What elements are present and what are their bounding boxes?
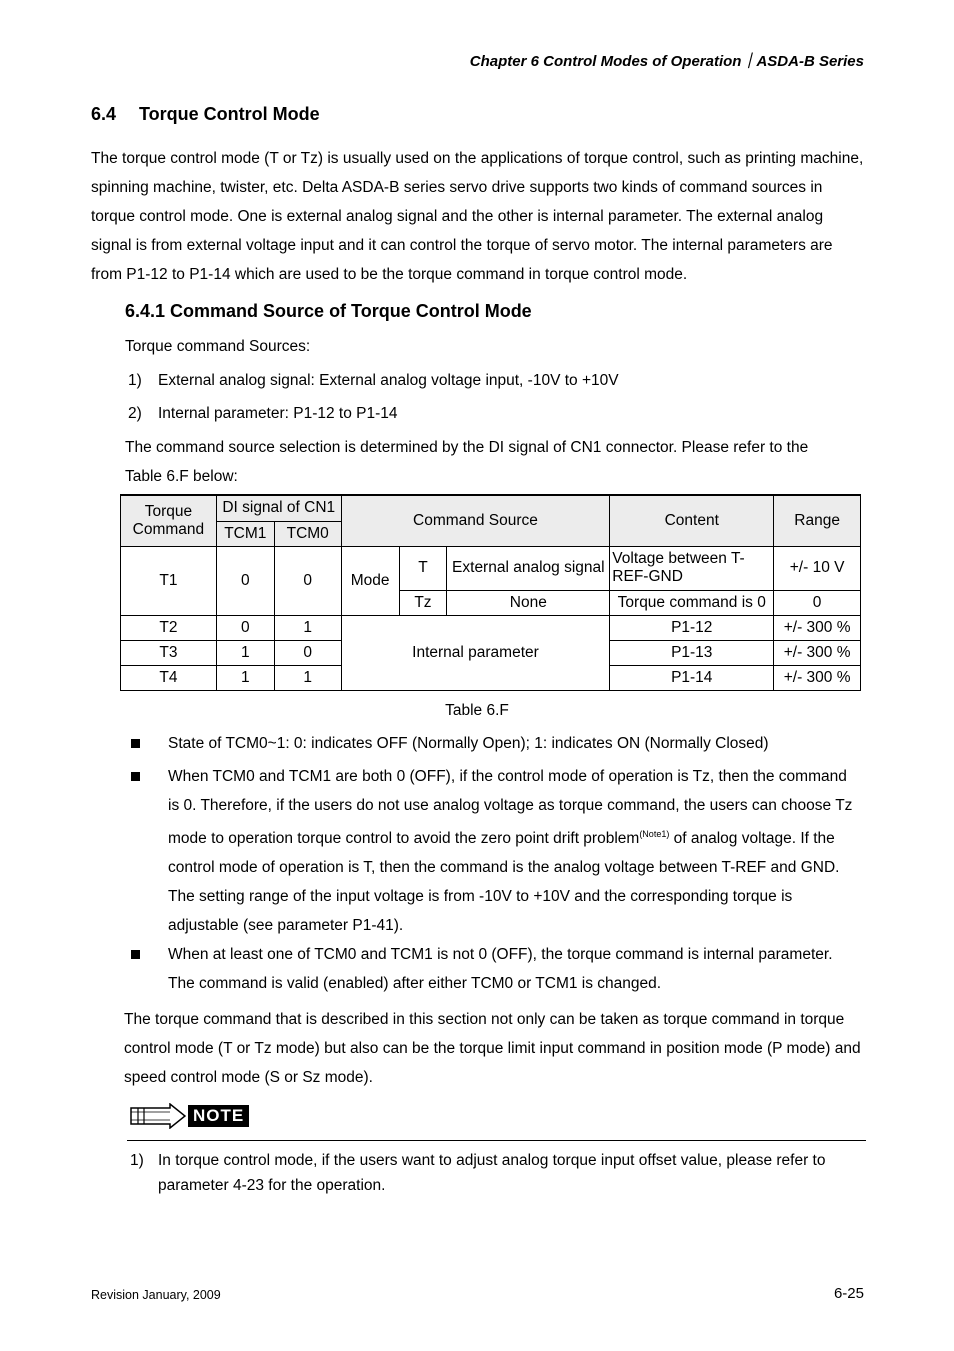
sources-label: Torque command Sources: (125, 338, 311, 355)
cell-mode-t: T (399, 546, 447, 590)
selection-text-line2: Table 6.F below: (125, 468, 238, 485)
source-item-text: Internal parameter: P1-12 to P1-14 (158, 405, 398, 422)
bullet-text-part: of analog voltage. If the control mode of operation is T, then the command is the analog voltage between T-REF and GND. The setting range of the input voltage is from -10V to +10V and the corresponding torque is adjustable (see parameter P1-41). (168, 830, 840, 935)
header-tcm0: TCM0 (274, 521, 341, 546)
bullet-text: When at least one of TCM0 and TCM1 is not 0 (OFF), the torque command is internal parameter. The command is valid (enabled) after either TCM0 or TCM1 is changed. (168, 946, 833, 992)
header-content: Content (610, 495, 774, 546)
header-tcm1: TCM1 (216, 521, 274, 546)
bullet-square-icon (131, 739, 140, 748)
cell-t3-range: +/- 300 % (774, 640, 861, 665)
bullet-square-icon (131, 772, 140, 781)
cell-t4-tcm0: 1 (274, 665, 341, 690)
cell-t4: T4 (121, 665, 217, 690)
running-header: Chapter 6 Control Modes of Operation｜ASDA-B Series (469, 53, 864, 70)
bullet-text (168, 762, 858, 940)
table-caption: Table 6.F (445, 702, 509, 719)
cell-t3: T3 (121, 640, 217, 665)
header-command-source: Command Source (341, 495, 610, 546)
cell-t1-tcm1: 0 (216, 546, 274, 615)
cell-src-analog: External analog signal (447, 546, 610, 590)
note-divider (127, 1140, 866, 1141)
note-item-text: In torque control mode, if the users want to adjust analog torque input offset value, please refer to parameter 4-23 for the operation. (158, 1152, 826, 1194)
cell-t2-tcm1: 0 (216, 615, 274, 640)
closing-paragraph: The torque command that is described in this section not only can be taken as torque command in torque control mode (T or Tz mode) but also can be the torque limit input command in position mode (P mode) and speed control mode (S or Sz mode). (124, 1011, 861, 1086)
cell-t4-tcm1: 1 (216, 665, 274, 690)
source-item (128, 372, 619, 390)
section-title: Torque Control Mode (139, 104, 320, 124)
cell-t2-range: +/- 300 % (774, 615, 861, 640)
header-torque-command: Torque Command (121, 495, 217, 546)
cell-range-zero: 0 (774, 590, 861, 615)
cell-t3-content: P1-13 (610, 640, 774, 665)
note-label: NOTE (188, 1105, 249, 1127)
footer-revision: Revision January, 2009 (91, 1288, 221, 1302)
cell-internal-parameter: Internal parameter (341, 615, 610, 690)
note-badge (130, 1103, 249, 1129)
cell-t2: T2 (121, 615, 217, 640)
bullet-text: State of TCM0~1: 0: indicates OFF (Normally Open); 1: indicates ON (Normally Closed) (168, 735, 769, 752)
note-arrow-icon (130, 1103, 186, 1129)
cell-content-zero: Torque command is 0 (610, 590, 774, 615)
source-item (128, 405, 398, 423)
section-number: 6.4 (91, 104, 117, 124)
selection-text-line1: The command source selection is determined by the DI signal of CN1 connector. Please refer to the (125, 439, 809, 456)
bullet-text-part: When TCM0 and TCM1 are both 0 (OFF), if the control mode of operation is Tz, then the command is 0. Therefore, if the users do not use analog voltage as torque command, the users can choose Tz mode to operation torque control to avoid the zero point drift problem (168, 768, 853, 848)
cell-t3-tcm0: 0 (274, 640, 341, 665)
cell-t4-content: P1-14 (610, 665, 774, 690)
subsection-heading: 6.4.1 Command Source of Torque Control Mode (125, 301, 532, 321)
bullet-square-icon (131, 950, 140, 959)
header-range: Range (774, 495, 861, 546)
cell-content-voltage: Voltage between T-REF-GND (610, 546, 774, 590)
cell-t2-tcm0: 1 (274, 615, 341, 640)
cell-t2-content: P1-12 (610, 615, 774, 640)
command-source-table (120, 494, 861, 691)
cell-t1: T1 (121, 546, 217, 615)
note-item-number: 1) (130, 1152, 144, 1169)
cell-t1-tcm0: 0 (274, 546, 341, 615)
header-di-signal: DI signal of CN1 (216, 495, 341, 521)
note-reference: (Note1) (639, 829, 670, 839)
section-heading (91, 104, 320, 125)
cell-mode-tz: Tz (399, 590, 447, 615)
cell-t4-range: +/- 300 % (774, 665, 861, 690)
cell-t3-tcm1: 1 (216, 640, 274, 665)
cell-mode: Mode (341, 546, 399, 615)
page-number: 6-25 (833, 1285, 864, 1302)
source-item-number: 2) (128, 405, 142, 422)
cell-src-none: None (447, 590, 610, 615)
note-item (130, 1148, 855, 1198)
source-item-text: External analog signal: External analog voltage input, -10V to +10V (158, 372, 619, 389)
source-item-number: 1) (128, 372, 142, 389)
cell-range-10v: +/- 10 V (774, 546, 861, 590)
intro-paragraph: The torque control mode (T or Tz) is usually used on the applications of torque control, such as printing machine, spinning machine, twister, etc. Delta ASDA-B series servo drive supports two kinds of command sources in torque control mode. One is external analog signal and the other is internal parameter. The external analog signal is from external voltage input and it can control the torque of servo motor. The internal parameters are from P1-12 to P1-14 which are used to be the torque command in torque control mode. (91, 150, 864, 283)
